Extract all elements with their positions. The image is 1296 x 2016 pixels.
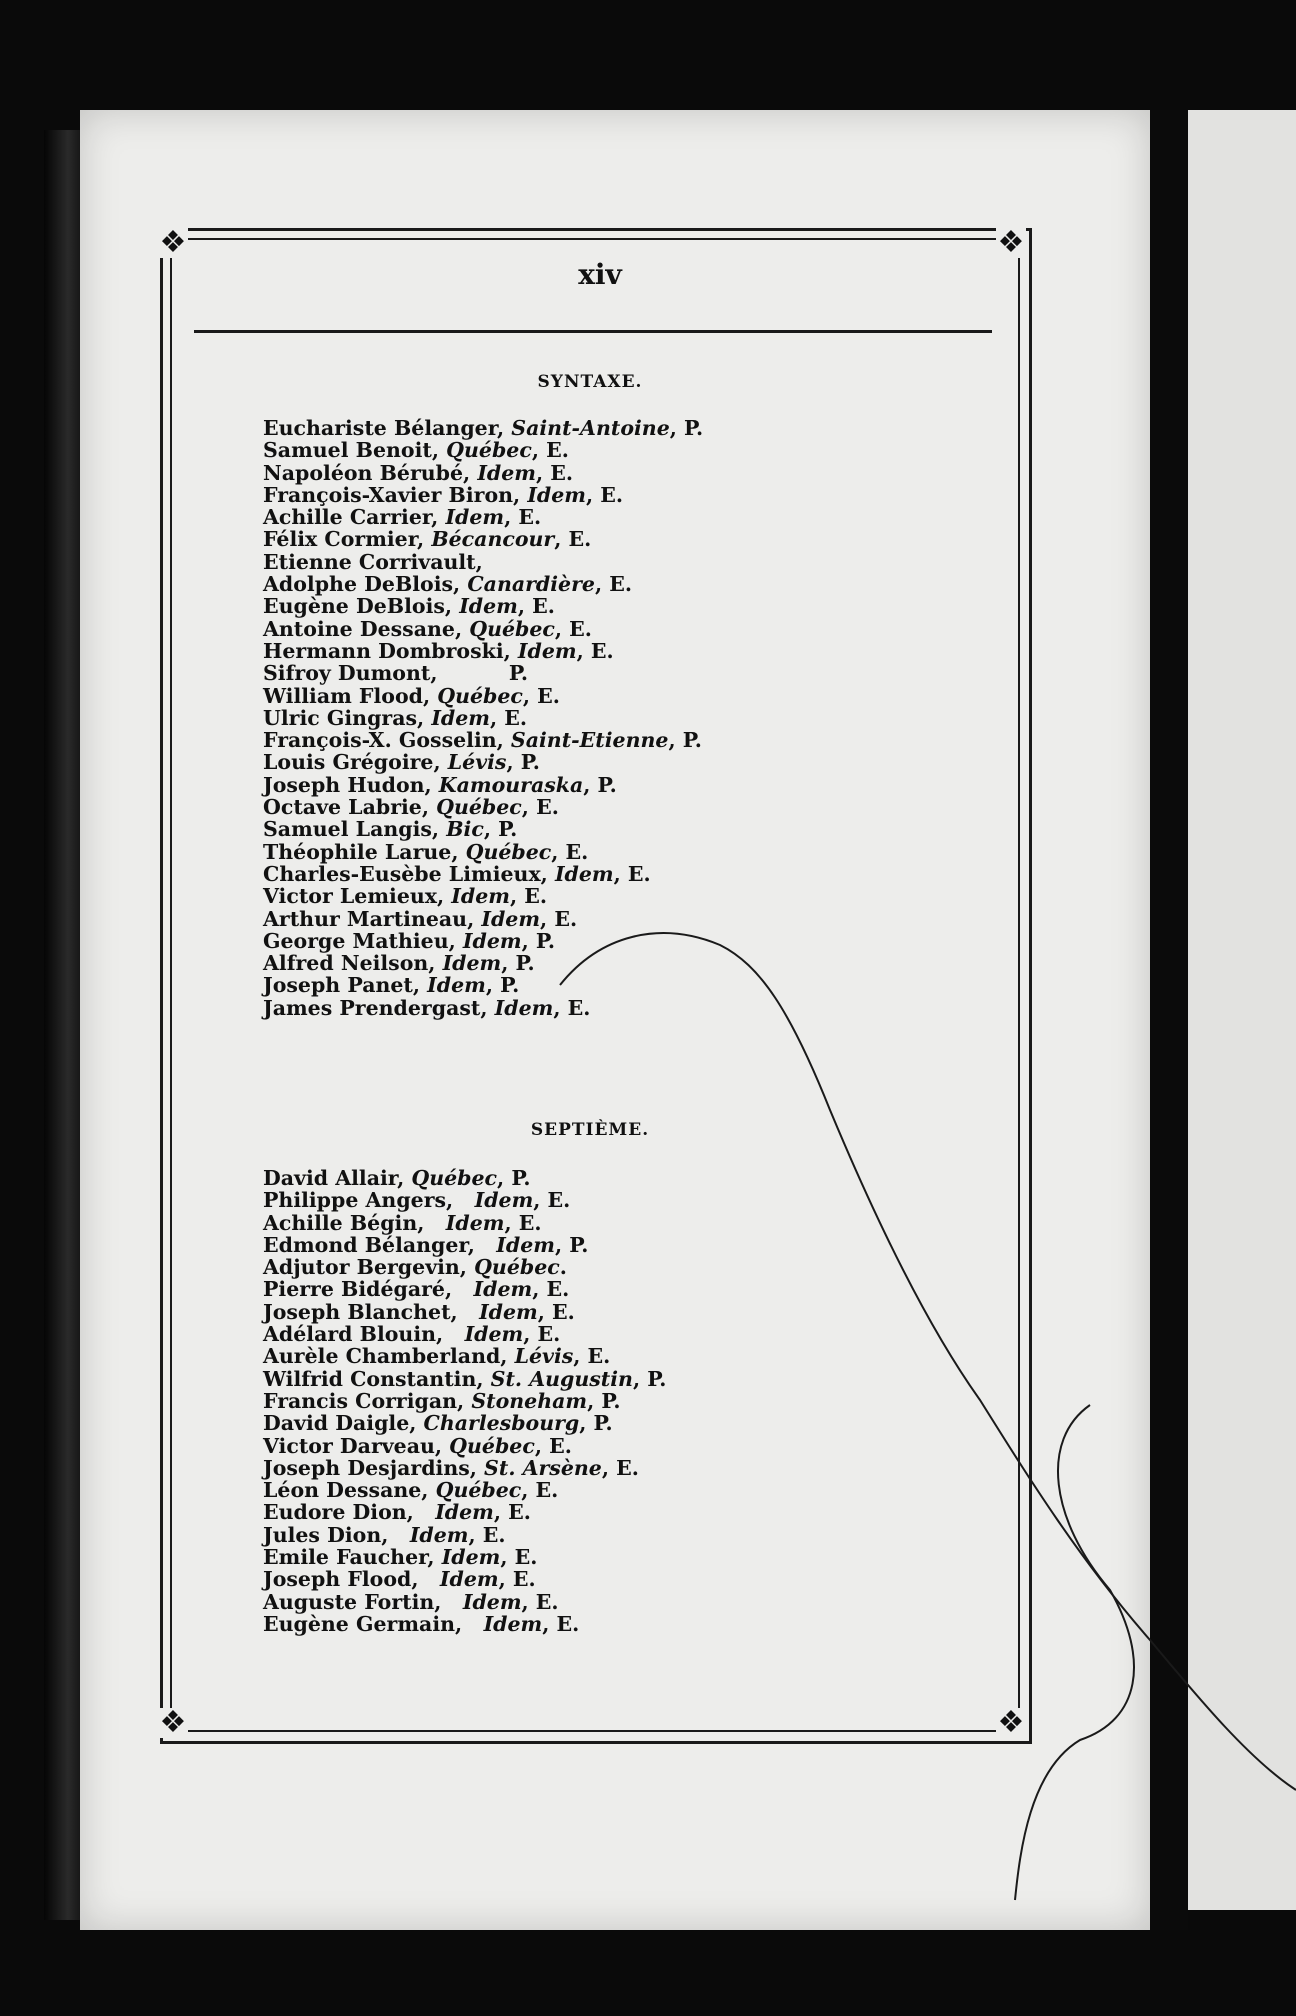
student-status: , E. <box>540 906 578 931</box>
student-place: Québec <box>411 1166 498 1190</box>
student-place: Idem <box>462 1589 522 1614</box>
student-name: Louis Grégoire, <box>263 750 448 775</box>
student-place: Idem <box>517 638 577 663</box>
student-place: Idem <box>473 1277 533 1302</box>
student-status: , E. <box>551 839 589 864</box>
student-name: Pierre Bidégaré, <box>263 1277 474 1302</box>
student-place: Bic <box>446 817 484 842</box>
student-name: Philippe Angers, <box>263 1188 475 1213</box>
student-name: Euchariste Bélanger, <box>263 416 512 440</box>
student-name: Joseph Hudon, <box>263 772 439 797</box>
corner-ornament-bottom-left: ❖ <box>159 1705 187 1740</box>
corner-ornament-top-left: ❖ <box>159 225 187 260</box>
student-status: , P. <box>669 416 704 440</box>
student-name: Antoine Dessane, <box>263 616 470 641</box>
student-place: Québec <box>436 795 522 820</box>
student-name: Victor Darveau, <box>263 1433 450 1458</box>
student-place: Québec <box>469 616 555 641</box>
student-place: Lévis <box>514 1344 574 1369</box>
student-status: , E. <box>489 705 528 730</box>
student-place: Charlesbourg <box>423 1411 580 1436</box>
student-name: Aurèle Chamberland, <box>263 1344 515 1369</box>
student-status: , E. <box>576 638 614 663</box>
student-status: , E. <box>500 1545 538 1570</box>
student-status: , E. <box>532 1277 570 1302</box>
student-place: Idem <box>435 1500 494 1525</box>
student-name: Achille Carrier, <box>263 505 446 530</box>
student-status: , P. <box>497 1166 531 1190</box>
student-status: , E. <box>517 594 555 619</box>
student-name: Jules Dion, <box>263 1522 410 1547</box>
student-name: Joseph Panet, <box>263 973 428 998</box>
student-place: Idem <box>464 1322 524 1347</box>
student-status: , E. <box>498 1567 536 1592</box>
student-place: Idem <box>479 1299 538 1324</box>
student-place: Québec <box>449 1433 535 1458</box>
student-place: Idem <box>409 1522 469 1547</box>
student-status: , E. <box>493 1500 531 1525</box>
student-place: Idem <box>445 1210 505 1235</box>
student-name: Ulric Gingras, <box>263 705 432 730</box>
student-status: , P. <box>501 951 535 976</box>
student-status: , E. <box>573 1344 611 1369</box>
student-status: . <box>559 1255 567 1280</box>
student-status: , E. <box>535 460 574 485</box>
student-name: Adolphe DeBlois, <box>263 572 468 597</box>
student-name: James Prendergast, <box>263 995 495 1020</box>
student-status: , P. <box>521 928 556 953</box>
student-name: Wilfrid Constantin, <box>263 1366 491 1391</box>
student-name: David Daigle, <box>263 1411 424 1436</box>
student-place: St. Augustin <box>490 1366 633 1391</box>
student-place: Idem <box>439 1567 499 1592</box>
student-name: Hermann Dombroski, <box>263 638 518 663</box>
student-status: , P. <box>587 1388 621 1413</box>
student-place: Idem <box>483 1611 543 1636</box>
student-place: Québec <box>465 839 552 864</box>
student-status: , E. <box>586 482 624 507</box>
student-name: Joseph Flood, <box>263 1567 440 1592</box>
student-status: , E. <box>522 683 560 708</box>
student-place: Québec <box>437 683 523 708</box>
student-place: Idem <box>459 594 518 619</box>
student-status: , E. <box>504 505 542 530</box>
student-place: Idem <box>496 1232 555 1257</box>
student-name: Achille Bégin, <box>263 1210 446 1235</box>
student-place: Idem <box>494 995 554 1020</box>
student-place: Idem <box>442 951 502 976</box>
student-place: Idem <box>441 1545 501 1570</box>
student-name: Joseph Blanchet, <box>263 1299 480 1324</box>
student-name: Octave Labrie, <box>263 795 437 820</box>
student-status: , P. <box>668 728 702 753</box>
student-place: Idem <box>481 906 541 931</box>
student-place: Idem <box>554 861 614 886</box>
student-name: William Flood, <box>263 683 438 708</box>
student-name: Napoléon Bérubé, <box>263 460 478 485</box>
student-name: Théophile Larue, <box>263 839 466 864</box>
student-place: Idem <box>427 973 486 998</box>
student-name: Joseph Desjardins, <box>263 1455 485 1480</box>
student-name: David Allair, <box>263 1166 412 1190</box>
student-status: P. <box>437 661 529 686</box>
page-number: xiv <box>578 258 622 291</box>
corner-ornament-top-right: ❖ <box>997 225 1025 260</box>
student-place: Québec <box>446 438 532 463</box>
student-name: François-Xavier Biron, <box>263 482 528 507</box>
student-status: , P. <box>583 772 617 797</box>
student-name: Adjutor Bergevin, <box>263 1255 475 1280</box>
student-status: , E. <box>533 1188 571 1213</box>
student-name: Léon Dessane, <box>263 1478 436 1503</box>
student-status: , E. <box>542 1611 580 1636</box>
student-place: Bécancour <box>431 527 555 552</box>
student-status: , P. <box>485 973 520 998</box>
student-status: , E. <box>594 572 632 597</box>
student-status: , E. <box>613 861 651 886</box>
student-name: Victor Lemieux, <box>263 884 452 909</box>
student-status: , E. <box>601 1455 639 1480</box>
student-status: , E. <box>537 1299 575 1324</box>
student-name: Eudore Dion, <box>263 1500 436 1525</box>
student-place: Saint-Etienne <box>510 728 669 753</box>
student-status: , P. <box>554 1232 589 1257</box>
student-name: George Mathieu, <box>263 928 463 953</box>
student-status: , P. <box>506 750 540 775</box>
student-name: Félix Cormier, <box>263 527 432 552</box>
student-status: , P. <box>632 1366 667 1391</box>
student-name: Eugène DeBlois, <box>263 594 460 619</box>
student-name: Adélard Blouin, <box>263 1322 465 1347</box>
student-place: Idem <box>462 928 522 953</box>
student-place: Lévis <box>447 750 507 775</box>
student-status: , E. <box>523 1322 561 1347</box>
student-place: Idem <box>477 460 536 485</box>
student-name: François-X. Gosselin, <box>263 728 511 753</box>
student-status: , E. <box>521 1478 559 1503</box>
student-status: , E. <box>534 1433 572 1458</box>
student-name: Auguste Fortin, <box>263 1589 463 1614</box>
student-status: , P. <box>579 1411 613 1436</box>
student-status: , E. <box>521 1589 559 1614</box>
student-name: Edmond Bélanger, <box>263 1232 497 1257</box>
student-name: Samuel Benoit, <box>263 438 447 463</box>
student-name: Francis Corrigan, <box>263 1388 472 1413</box>
student-place: Idem <box>527 482 586 507</box>
student-place: Idem <box>445 505 505 530</box>
student-place: Idem <box>431 705 490 730</box>
student-name: Alfred Neilson, <box>263 951 443 976</box>
student-place: St. Arsène <box>484 1455 602 1480</box>
student-place: Kamouraska <box>438 772 584 797</box>
student-name: Eugène Germain, <box>263 1611 484 1636</box>
section-heading-septieme: SEPTIÈME. <box>530 1120 650 1140</box>
student-name: Emile Faucher, <box>263 1545 442 1570</box>
student-place: Idem <box>474 1188 534 1213</box>
student-status: , E. <box>554 616 592 641</box>
student-name: Samuel Langis, <box>263 817 447 842</box>
student-name: Arthur Martineau, <box>263 906 482 931</box>
student-status: , E. <box>468 1522 506 1547</box>
student-name: Sifroy Dumont, <box>263 661 438 686</box>
student-place: Stoneham <box>471 1388 588 1413</box>
student-status: , E. <box>504 1210 542 1235</box>
student-place: Idem <box>451 884 510 909</box>
student-name: Charles-Eusèbe Limieux, <box>263 861 555 886</box>
corner-ornament-bottom-right: ❖ <box>997 1705 1025 1740</box>
student-status: , E. <box>509 884 547 909</box>
student-status: , E. <box>553 995 591 1020</box>
student-status: , E. <box>531 438 569 463</box>
student-place: Canardière <box>467 572 595 597</box>
student-status: , E. <box>521 795 559 820</box>
student-place: Québec <box>474 1255 560 1280</box>
section-heading-syntaxe: SYNTAXE. <box>537 372 643 392</box>
student-name: Etienne Corrivault, <box>263 549 483 574</box>
student-status: , P. <box>483 817 518 842</box>
student-place: Saint-Antoine <box>511 416 670 440</box>
student-status: , E. <box>554 527 592 552</box>
student-place: Québec <box>435 1478 522 1503</box>
